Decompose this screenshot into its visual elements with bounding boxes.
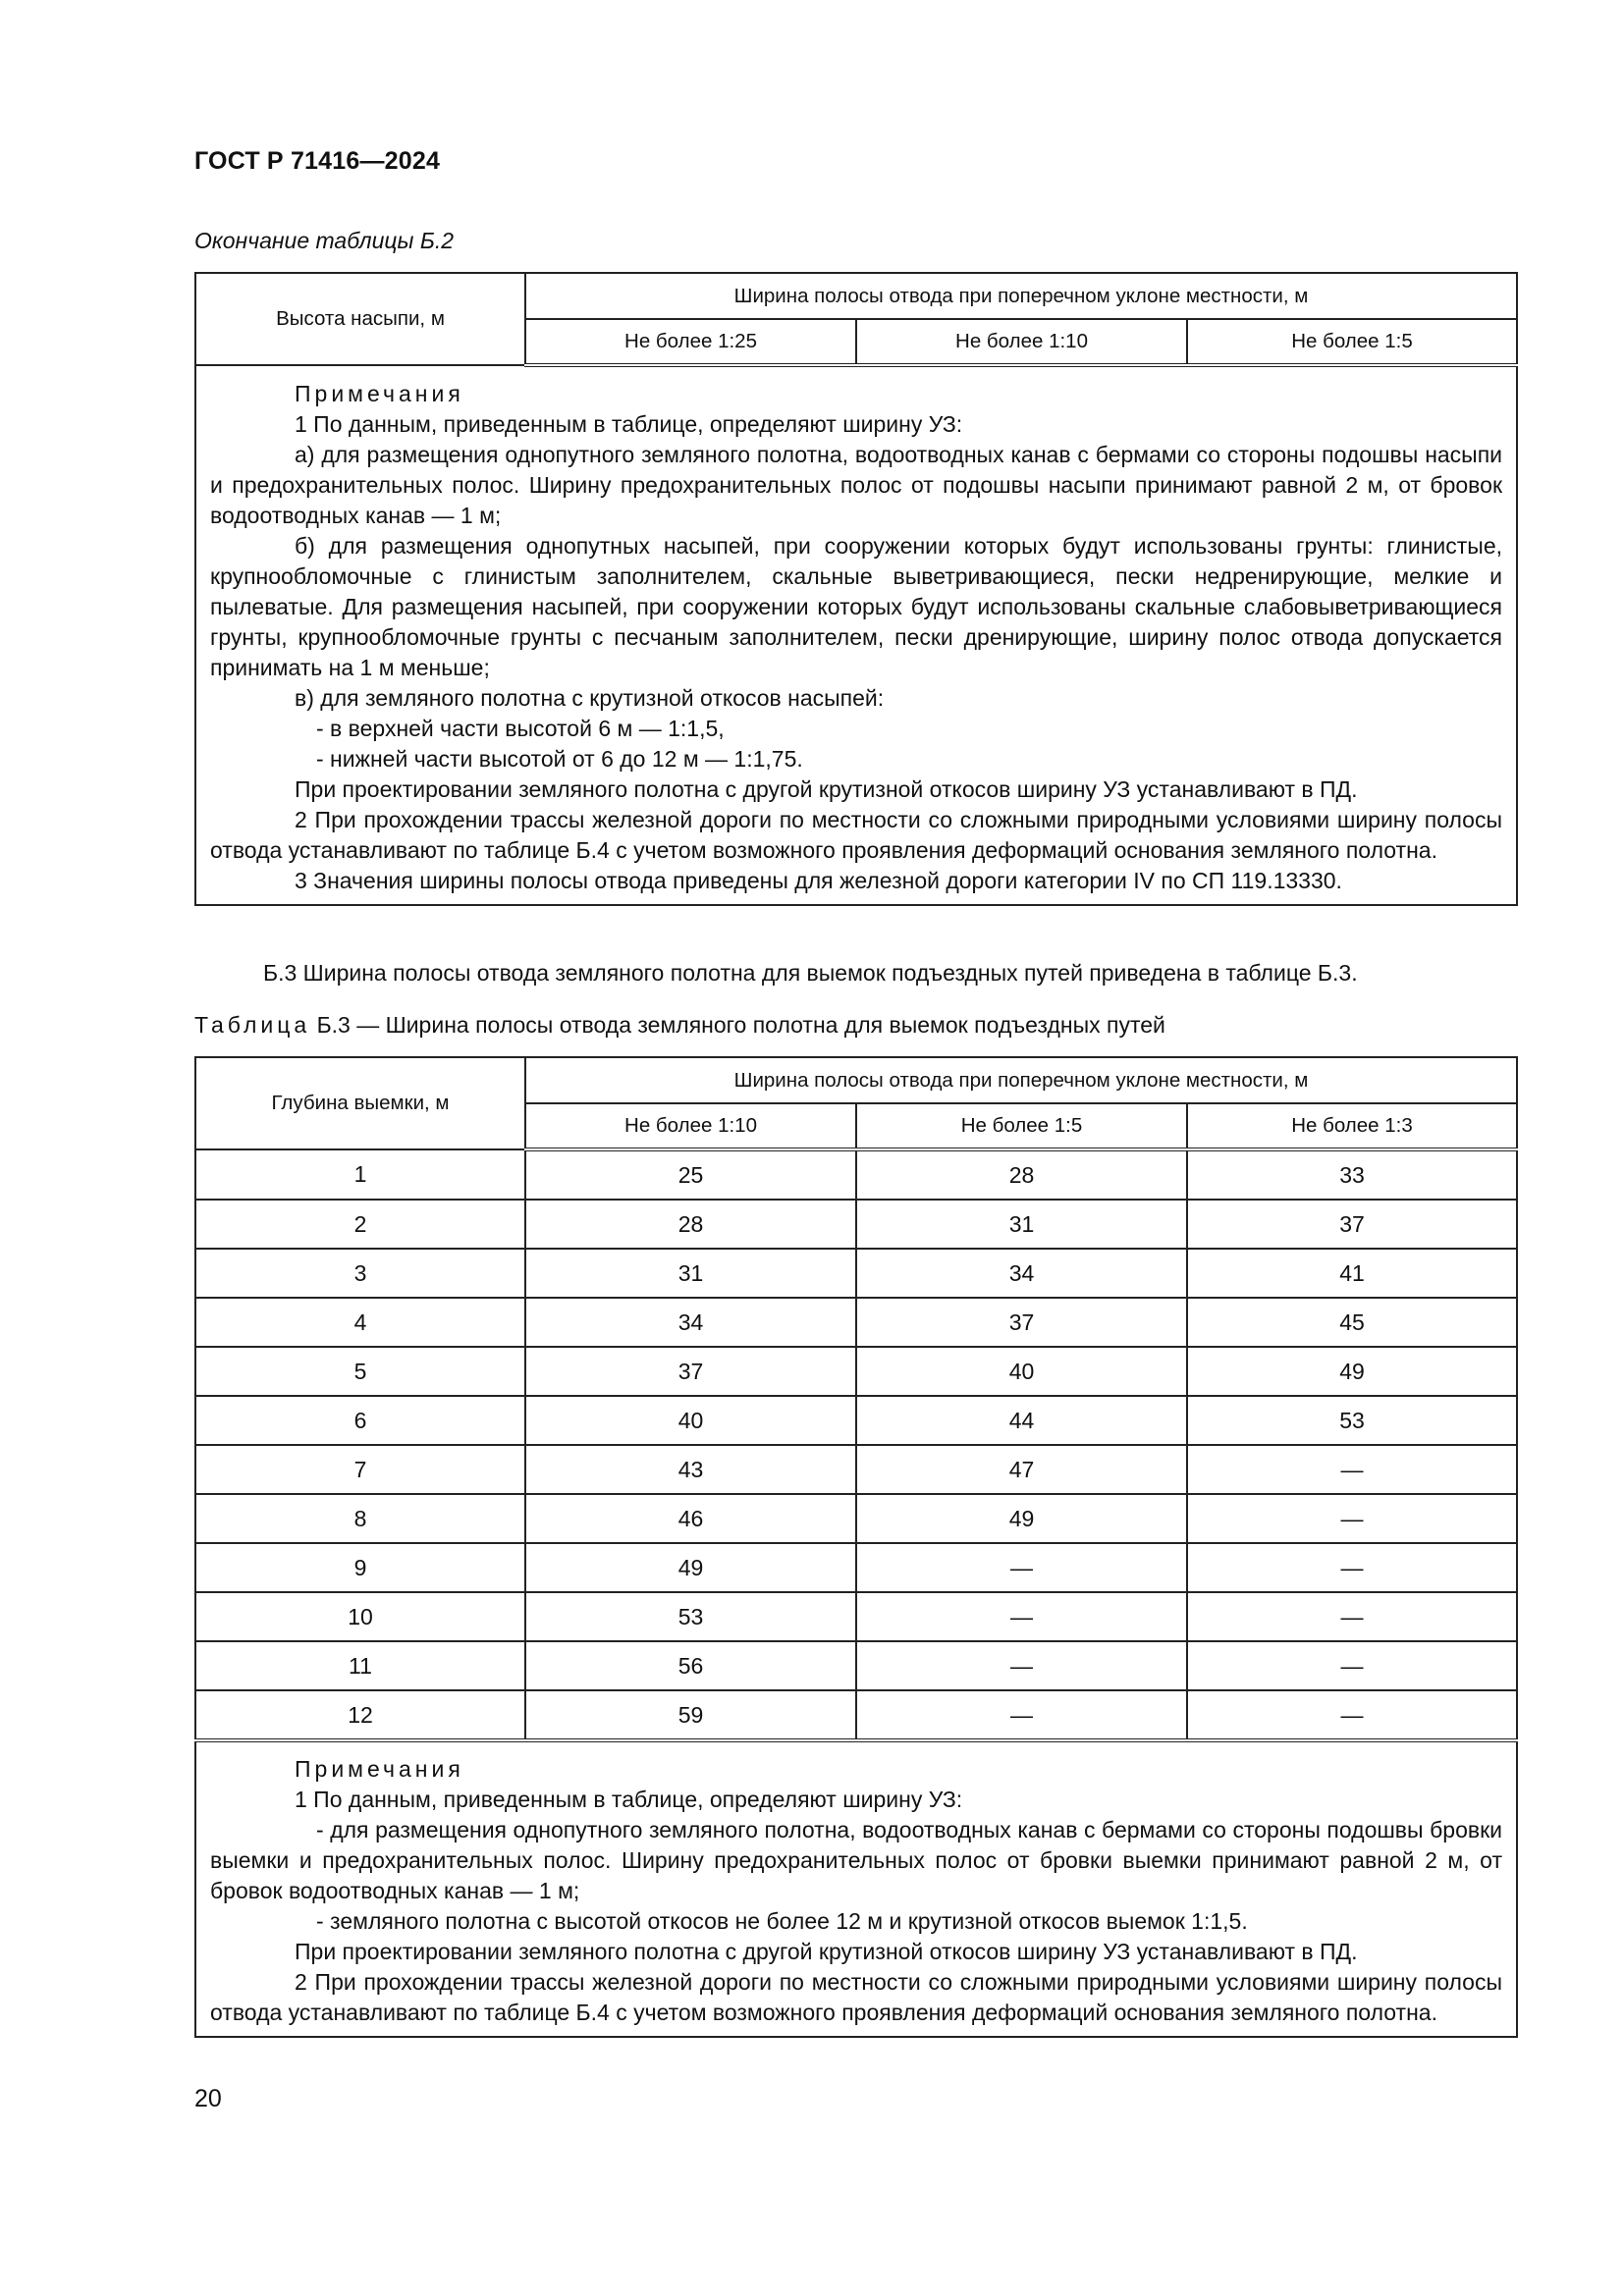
table-cell: 47	[856, 1445, 1187, 1494]
document-header: ГОСТ Р 71416—2024	[194, 147, 441, 175]
table-cell: 12	[195, 1690, 525, 1740]
col-header-embankment-height: Высота насыпи, м	[195, 273, 525, 365]
note-paragraph: 1 По данным, приведенным в таблице, определяют ширину УЗ:	[295, 411, 963, 437]
table-cell: —	[1187, 1543, 1517, 1592]
table-cell: 49	[525, 1543, 856, 1592]
table-b3-title	[194, 1012, 1165, 1039]
table-cell: —	[1187, 1592, 1517, 1641]
table-row	[195, 1641, 1517, 1690]
table-cell: 10	[195, 1592, 525, 1641]
table-cell: 37	[1187, 1200, 1517, 1249]
notes-title: Примечания	[295, 1756, 464, 1782]
note-paragraph: 2 При прохождении трассы железной дороги по местности со сложными природными условиями ширину полосы отвода устанавливают по таблице Б.4 с учетом возможного проявления деформаций основания земляного полотна.	[210, 1969, 1503, 2025]
note-paragraph: б) для размещения однопутных насыпей, при сооружении которых будут использованы грунты: глинистые, крупнообломочные с глинистым заполнителем, скальные выветривающиеся, пески недренирующие, мелкие и пылеватые. Для размещения насыпей, при сооружении которых будут использованы скальные слабовыветривающиеся грунты, крупнообломочные грунты с песчаным заполнителем, пески дренирующие, ширину полос отвода допускается принимать на 1 м меньше;	[210, 533, 1503, 680]
table-title-text: Б.3 — Ширина полосы отвода земляного полотна для выемок подъездных путей	[316, 1012, 1165, 1038]
table-cell: 8	[195, 1494, 525, 1543]
note-paragraph: в) для земляного полотна с крутизной откосов насыпей:	[295, 685, 885, 711]
note-list-item: - нижней части высотой от 6 до 12 м — 1:1,75.	[316, 746, 803, 772]
sub-header-2: Не более 1:10	[856, 319, 1187, 365]
table-cell: —	[856, 1543, 1187, 1592]
group-header-width: Ширина полосы отвода при поперечном уклоне местности, м	[525, 273, 1517, 319]
table-cell: —	[856, 1641, 1187, 1690]
table-row	[195, 1249, 1517, 1298]
table-cell: 49	[856, 1494, 1187, 1543]
table-cell: 28	[856, 1149, 1187, 1200]
table-cell: —	[1187, 1641, 1517, 1690]
table-cell: 56	[525, 1641, 856, 1690]
table-cell: 59	[525, 1690, 856, 1740]
note-list-item: - в верхней части высотой 6 м — 1:1,5,	[316, 716, 725, 741]
table-cell: 34	[856, 1249, 1187, 1298]
table-cell: 43	[525, 1445, 856, 1494]
table-cell: 5	[195, 1347, 525, 1396]
note-list-item: - для размещения однопутного земляного полотна, водоотводных канав с бермами со стороны подошвы бровки выемки и предохранительных полос. Ширину предохранительных полос от бровки выемки принимают равной 2 м, от бровок водоотводных канав — 1 м;	[210, 1817, 1503, 1903]
table-row	[195, 1149, 1517, 1200]
table-b3-body	[195, 1149, 1517, 1740]
note-list-item: - земляного полотна с высотой откосов не более 12 м и крутизной откосов выемок 1:1,5.	[316, 1908, 1248, 1934]
table-cell: 41	[1187, 1249, 1517, 1298]
table-row	[195, 1543, 1517, 1592]
table-cell: —	[1187, 1690, 1517, 1740]
group-header-width: Ширина полосы отвода при поперечном уклоне местности, м	[525, 1057, 1517, 1103]
table-cell: 4	[195, 1298, 525, 1347]
note-paragraph: 3 Значения ширины полосы отвода приведены для железной дороги категории IV по СП 119.13330.	[295, 868, 1342, 893]
table-row	[195, 1347, 1517, 1396]
table-b3	[194, 1056, 1518, 2038]
table-b2-notes	[195, 365, 1517, 905]
table-cell: 2	[195, 1200, 525, 1249]
table-cell: 37	[525, 1347, 856, 1396]
table-cell: —	[856, 1592, 1187, 1641]
table-row	[195, 1494, 1517, 1543]
sub-header-3: Не более 1:5	[1187, 319, 1517, 365]
table-cell: 40	[525, 1396, 856, 1445]
table-cell: 7	[195, 1445, 525, 1494]
table-b2	[194, 272, 1518, 906]
notes-title: Примечания	[295, 381, 464, 406]
table-row	[195, 1298, 1517, 1347]
table-cell: 53	[1187, 1396, 1517, 1445]
table-cell: 53	[525, 1592, 856, 1641]
sub-header-1: Не более 1:25	[525, 319, 856, 365]
table-cell: 6	[195, 1396, 525, 1445]
sub-header-1: Не более 1:10	[525, 1103, 856, 1149]
note-paragraph: 2 При прохождении трассы железной дороги по местности со сложными природными условиями ширину полосы отвода устанавливают по таблице Б.4 с учетом возможного проявления деформаций основания земляного полотна.	[210, 807, 1503, 863]
table-cell: 37	[856, 1298, 1187, 1347]
note-paragraph: 1 По данным, приведенным в таблице, определяют ширину УЗ:	[295, 1787, 963, 1812]
note-paragraph: а) для размещения однопутного земляного полотна, водоотводных канав с бермами со стороны подошвы насыпи и предохранительных полос. Ширину предохранительных полос от подошвы насыпи принимают равной 2 м, от бровок водоотводных канав — 1 м;	[210, 442, 1503, 528]
section-b3-paragraph: Б.3 Ширина полосы отвода земляного полотна для выемок подъездных путей приведена в таблице Б.3.	[263, 960, 1358, 986]
table-row	[195, 1690, 1517, 1740]
page-number: 20	[194, 2085, 222, 2112]
table-cell: 1	[195, 1149, 525, 1200]
table-row	[195, 1445, 1517, 1494]
table-cell: 25	[525, 1149, 856, 1200]
table-cell: 28	[525, 1200, 856, 1249]
table-b3-notes	[195, 1740, 1517, 2037]
table-cell: 44	[856, 1396, 1187, 1445]
table-cell: 46	[525, 1494, 856, 1543]
table-cell: 9	[195, 1543, 525, 1592]
table-cell: —	[1187, 1445, 1517, 1494]
sub-header-3: Не более 1:3	[1187, 1103, 1517, 1149]
table-cell: 49	[1187, 1347, 1517, 1396]
table-row	[195, 1592, 1517, 1641]
table-cell: —	[856, 1690, 1187, 1740]
table-cell: 31	[856, 1200, 1187, 1249]
table-cell: 3	[195, 1249, 525, 1298]
note-paragraph: При проектировании земляного полотна с другой крутизной откосов ширину УЗ устанавливают в ПД.	[295, 776, 1358, 802]
col-header-cut-depth: Глубина выемки, м	[195, 1057, 525, 1149]
table-cell: 40	[856, 1347, 1187, 1396]
table-label: Таблица	[194, 1012, 311, 1038]
table-cell: 11	[195, 1641, 525, 1690]
table-cell: 31	[525, 1249, 856, 1298]
table-cell: 33	[1187, 1149, 1517, 1200]
table-row	[195, 1396, 1517, 1445]
table-cell: 45	[1187, 1298, 1517, 1347]
table-b2-continuation-caption: Окончание таблицы Б.2	[194, 228, 455, 253]
table-cell: —	[1187, 1494, 1517, 1543]
table-cell: 34	[525, 1298, 856, 1347]
table-row	[195, 1200, 1517, 1249]
note-paragraph: При проектировании земляного полотна с другой крутизной откосов ширину УЗ устанавливают в ПД.	[295, 1939, 1358, 1964]
sub-header-2: Не более 1:5	[856, 1103, 1187, 1149]
